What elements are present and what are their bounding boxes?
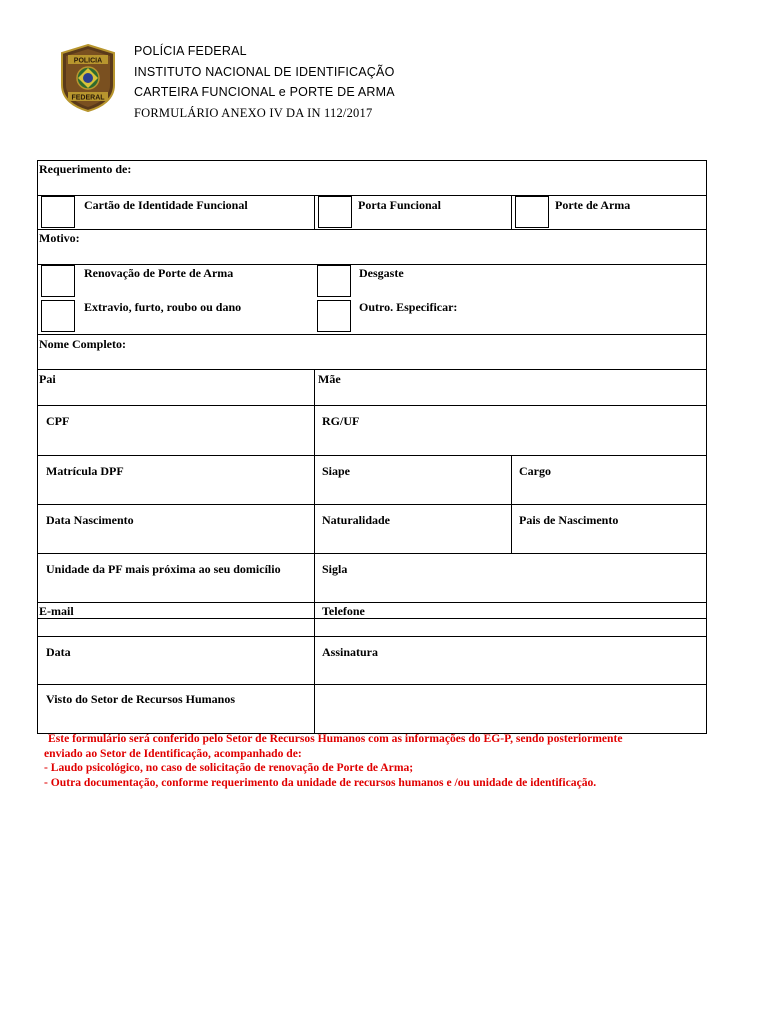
row-nascimento-naturalidade-pais — [38, 505, 706, 554]
row-motivo-heading — [38, 230, 706, 265]
field-cargo[interactable] — [511, 456, 706, 504]
field-pais-nascimento[interactable] — [511, 505, 706, 553]
pai-label: Pai — [39, 372, 56, 386]
badge-text-top: POLICIA — [73, 57, 103, 65]
row-matricula-siape-cargo — [38, 456, 706, 505]
field-matricula[interactable] — [38, 456, 314, 504]
footnote-line-2: enviado ao Setor de Identificação, acompanhado de: — [44, 746, 302, 760]
field-pai[interactable] — [38, 370, 314, 405]
checkbox-outro[interactable] — [317, 300, 351, 332]
option-outro-label: Outro. Especificar: — [359, 300, 458, 314]
checkbox-porta-funcional[interactable] — [318, 196, 352, 228]
option-porta-funcional-label: Porta Funcional — [358, 198, 441, 212]
header-line-agency: POLÍCIA FEDERAL — [134, 44, 247, 58]
cargo-label: Cargo — [519, 464, 551, 478]
footnote — [44, 732, 714, 790]
checkbox-porte-arma[interactable] — [515, 196, 549, 228]
telefone-label: Telefone — [322, 604, 365, 618]
field-cpf[interactable] — [38, 406, 314, 455]
footnote-line-4: - Outra documentação, conforme requerimento da unidade de recursos humanos e /ou unidade de identificação. — [44, 775, 597, 789]
checkbox-renovacao[interactable] — [41, 265, 75, 297]
sigla-label: Sigla — [322, 562, 348, 576]
cpf-label: CPF — [46, 414, 70, 428]
field-sigla[interactable] — [314, 554, 706, 602]
data-nascimento-label: Data Nascimento — [46, 513, 134, 527]
document-header — [134, 41, 395, 123]
data-label: Data — [46, 645, 71, 659]
cell-porte-arma — [511, 196, 706, 229]
mae-label: Mãe — [318, 372, 341, 386]
unidade-pf-label: Unidade da PF mais próxima ao seu domicílio — [46, 562, 281, 576]
header-line-institute: INSTITUTO NACIONAL DE IDENTIFICAÇÃO — [134, 64, 395, 79]
field-rg-uf[interactable] — [314, 406, 706, 455]
field-unidade-pf[interactable] — [38, 554, 314, 602]
field-data[interactable] — [38, 637, 314, 684]
row-requerimento-options — [38, 196, 706, 230]
checkbox-extravio[interactable] — [41, 300, 75, 332]
checkbox-desgaste[interactable] — [317, 265, 351, 297]
field-mae[interactable] — [314, 370, 706, 405]
option-extravio-label: Extravio, furto, roubo ou dano — [84, 300, 242, 314]
footnote-line-3: - Laudo psicológico, no caso de solicitação de renovação de Porte de Arma; — [44, 761, 414, 774]
matricula-label: Matrícula DPF — [46, 464, 124, 478]
field-siape[interactable] — [314, 456, 511, 504]
header-line-title: CARTEIRA FUNCIONAL e PORTE DE ARMA — [134, 85, 395, 99]
policia-federal-badge — [58, 43, 118, 113]
field-naturalidade[interactable] — [314, 505, 511, 553]
row-unidade-sigla — [38, 554, 706, 603]
row-cpf-rg — [38, 406, 706, 456]
badge-text-bottom: FEDERAL — [71, 94, 105, 102]
row-pai-mae — [38, 370, 706, 406]
field-assinatura[interactable] — [314, 637, 706, 684]
row-requerimento-heading — [38, 161, 706, 196]
nome-completo-label: Nome Completo: — [39, 337, 126, 351]
option-renovacao-label: Renovação de Porte de Arma — [84, 266, 234, 280]
visto-rh-label: Visto do Setor de Recursos Humanos — [46, 692, 236, 706]
naturalidade-label: Naturalidade — [322, 513, 391, 527]
header-line-form-id: FORMULÁRIO ANEXO IV DA IN 112/2017 — [134, 105, 373, 120]
motivo-label: Motivo: — [39, 231, 80, 245]
checkbox-cartao-identidade[interactable] — [41, 196, 75, 228]
assinatura-label: Assinatura — [322, 645, 379, 659]
field-visto-rh[interactable] — [38, 685, 314, 733]
request-form — [37, 160, 707, 734]
email-label: E-mail — [39, 604, 74, 618]
row-email-telefone — [38, 603, 706, 619]
option-cartao-identidade-label: Cartão de Identidade Funcional — [84, 198, 248, 212]
option-desgaste-label: Desgaste — [359, 266, 404, 280]
row-visto-rh — [38, 685, 706, 733]
spacer-divider — [314, 619, 706, 636]
field-email[interactable] — [38, 603, 314, 618]
row-motivo-options-1 — [38, 265, 706, 299]
footnote-line-1: Este formulário será conferido pelo Setor de Recursos Humanos com as informações do EG-P, sendo posteriormente — [48, 732, 623, 745]
field-telefone[interactable] — [314, 603, 706, 618]
option-porte-arma-label: Porte de Arma — [555, 198, 631, 212]
pais-nascimento-label: Pais de Nascimento — [519, 513, 619, 527]
siape-label: Siape — [322, 464, 351, 478]
row-data-assinatura — [38, 637, 706, 685]
rg-uf-label: RG/UF — [322, 414, 360, 428]
row-email-telefone-spacer — [38, 619, 706, 637]
row-nome-completo[interactable] — [38, 335, 706, 370]
row-motivo-options-2 — [38, 299, 706, 335]
field-visto-rh-value[interactable] — [314, 685, 706, 733]
requerimento-label: Requerimento de: — [39, 162, 132, 176]
field-data-nascimento[interactable] — [38, 505, 314, 553]
